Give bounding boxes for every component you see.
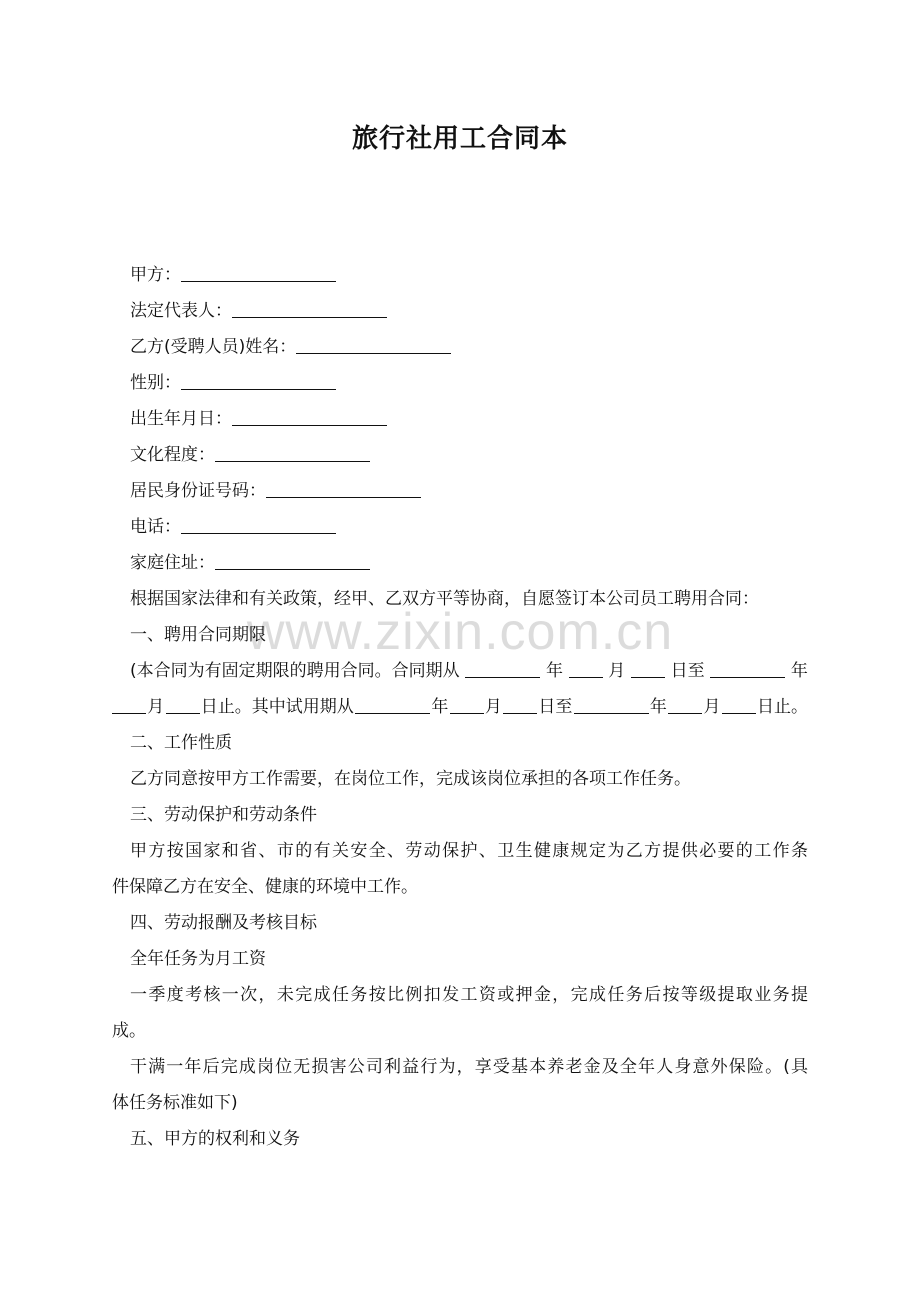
fill-blank xyxy=(465,676,540,678)
field-gender xyxy=(112,365,808,401)
field-education xyxy=(112,437,808,473)
section-2-heading: 二、工作性质 xyxy=(130,733,232,753)
text-segment: 月 xyxy=(703,697,721,717)
fill-blank xyxy=(710,676,785,678)
section-3-text-line-2: 件保障乙方在安全、健康的环境中工作。 xyxy=(112,877,418,897)
section-4-paragraph-2-line-2: 成。 xyxy=(112,1021,146,1041)
section-2-text: 乙方同意按甲方工作需要，在岗位工作，完成该岗位承担的各项工作任务。 xyxy=(130,769,691,789)
contract-term-line-2 xyxy=(112,689,808,725)
fill-blank xyxy=(215,460,370,462)
field-label: 甲方： xyxy=(130,265,181,285)
field-label: 家庭住址： xyxy=(130,553,215,573)
text-segment: 年 xyxy=(545,661,563,681)
fill-blank xyxy=(166,712,200,714)
fill-blank xyxy=(112,712,146,714)
text-segment: 日止。其中试用期从 xyxy=(200,697,354,717)
fill-blank xyxy=(232,316,387,318)
field-id-number xyxy=(112,473,808,509)
fill-blank xyxy=(266,496,421,498)
fill-blank xyxy=(181,532,336,534)
field-label: 法定代表人： xyxy=(130,301,232,321)
fill-blank xyxy=(296,352,451,354)
field-label: 乙方(受聘人员)姓名： xyxy=(130,337,297,357)
field-label: 出生年月日： xyxy=(130,409,232,429)
contract-term-line-1 xyxy=(112,653,808,689)
watermark: www.zixin.com.cn xyxy=(246,603,674,661)
text-segment: 年 xyxy=(431,697,449,717)
field-party-b-name xyxy=(112,329,808,365)
fill-blank xyxy=(181,388,336,390)
section-4-paragraph-3-line-2: 体任务标准如下) xyxy=(112,1093,238,1113)
text-segment: 月 xyxy=(147,697,165,717)
fill-blank xyxy=(503,712,537,714)
section-4-paragraph-2-line-1: 一季度考核一次，未完成任务按比例扣发工资或押金，完成任务后按等级提取业务提 xyxy=(130,985,808,1005)
field-label: 电话： xyxy=(130,517,181,537)
fill-blank xyxy=(569,676,603,678)
fill-blank xyxy=(181,280,336,282)
field-phone xyxy=(112,509,808,545)
text-segment: 日至 xyxy=(538,697,573,717)
field-label: 文化程度： xyxy=(130,445,215,465)
fill-blank xyxy=(668,712,702,714)
text-segment: 月 xyxy=(484,697,502,717)
section-1-heading: 一、聘用合同期限 xyxy=(130,625,266,645)
document-title: 旅行社用工合同本 xyxy=(351,124,568,154)
intro-paragraph: 根据国家法律和有关政策，经甲、乙双方平等协商，自愿签订本公司员工聘用合同： xyxy=(130,589,759,609)
text-segment: (本合同为有固定期限的聘用合同。合同期从 xyxy=(130,661,460,681)
field-address xyxy=(112,545,808,581)
section-4-heading: 四、劳动报酬及考核目标 xyxy=(130,913,317,933)
text-segment: 年 xyxy=(790,661,808,681)
section-3-text-line-1: 甲方按国家和省、市的有关安全、劳动保护、卫生健康规定为乙方提供必要的工作条 xyxy=(130,841,808,861)
text-segment: 月 xyxy=(608,661,626,681)
section-3-heading: 三、劳动保护和劳动条件 xyxy=(130,805,317,825)
section-4-paragraph-1: 全年任务为月工资 xyxy=(130,949,266,969)
text-segment: 日止。 xyxy=(756,697,808,717)
fill-blank xyxy=(355,712,430,714)
contract-body xyxy=(112,257,808,1157)
fill-blank xyxy=(450,712,484,714)
text-segment: 日至 xyxy=(670,661,705,681)
fill-blank xyxy=(722,712,756,714)
fill-blank xyxy=(574,712,649,714)
section-5-heading: 五、甲方的权利和义务 xyxy=(130,1129,300,1149)
field-party-a xyxy=(112,257,808,293)
field-legal-rep xyxy=(112,293,808,329)
text-segment: 年 xyxy=(649,697,667,717)
field-label: 性别： xyxy=(130,373,181,393)
fill-blank xyxy=(631,676,665,678)
fill-blank xyxy=(232,424,387,426)
fill-blank xyxy=(215,568,370,570)
field-birthdate xyxy=(112,401,808,437)
section-4-paragraph-3-line-1: 干满一年后完成岗位无损害公司利益行为，享受基本养老金及全年人身意外保险。(具 xyxy=(130,1057,808,1077)
field-label: 居民身份证号码： xyxy=(130,481,266,501)
